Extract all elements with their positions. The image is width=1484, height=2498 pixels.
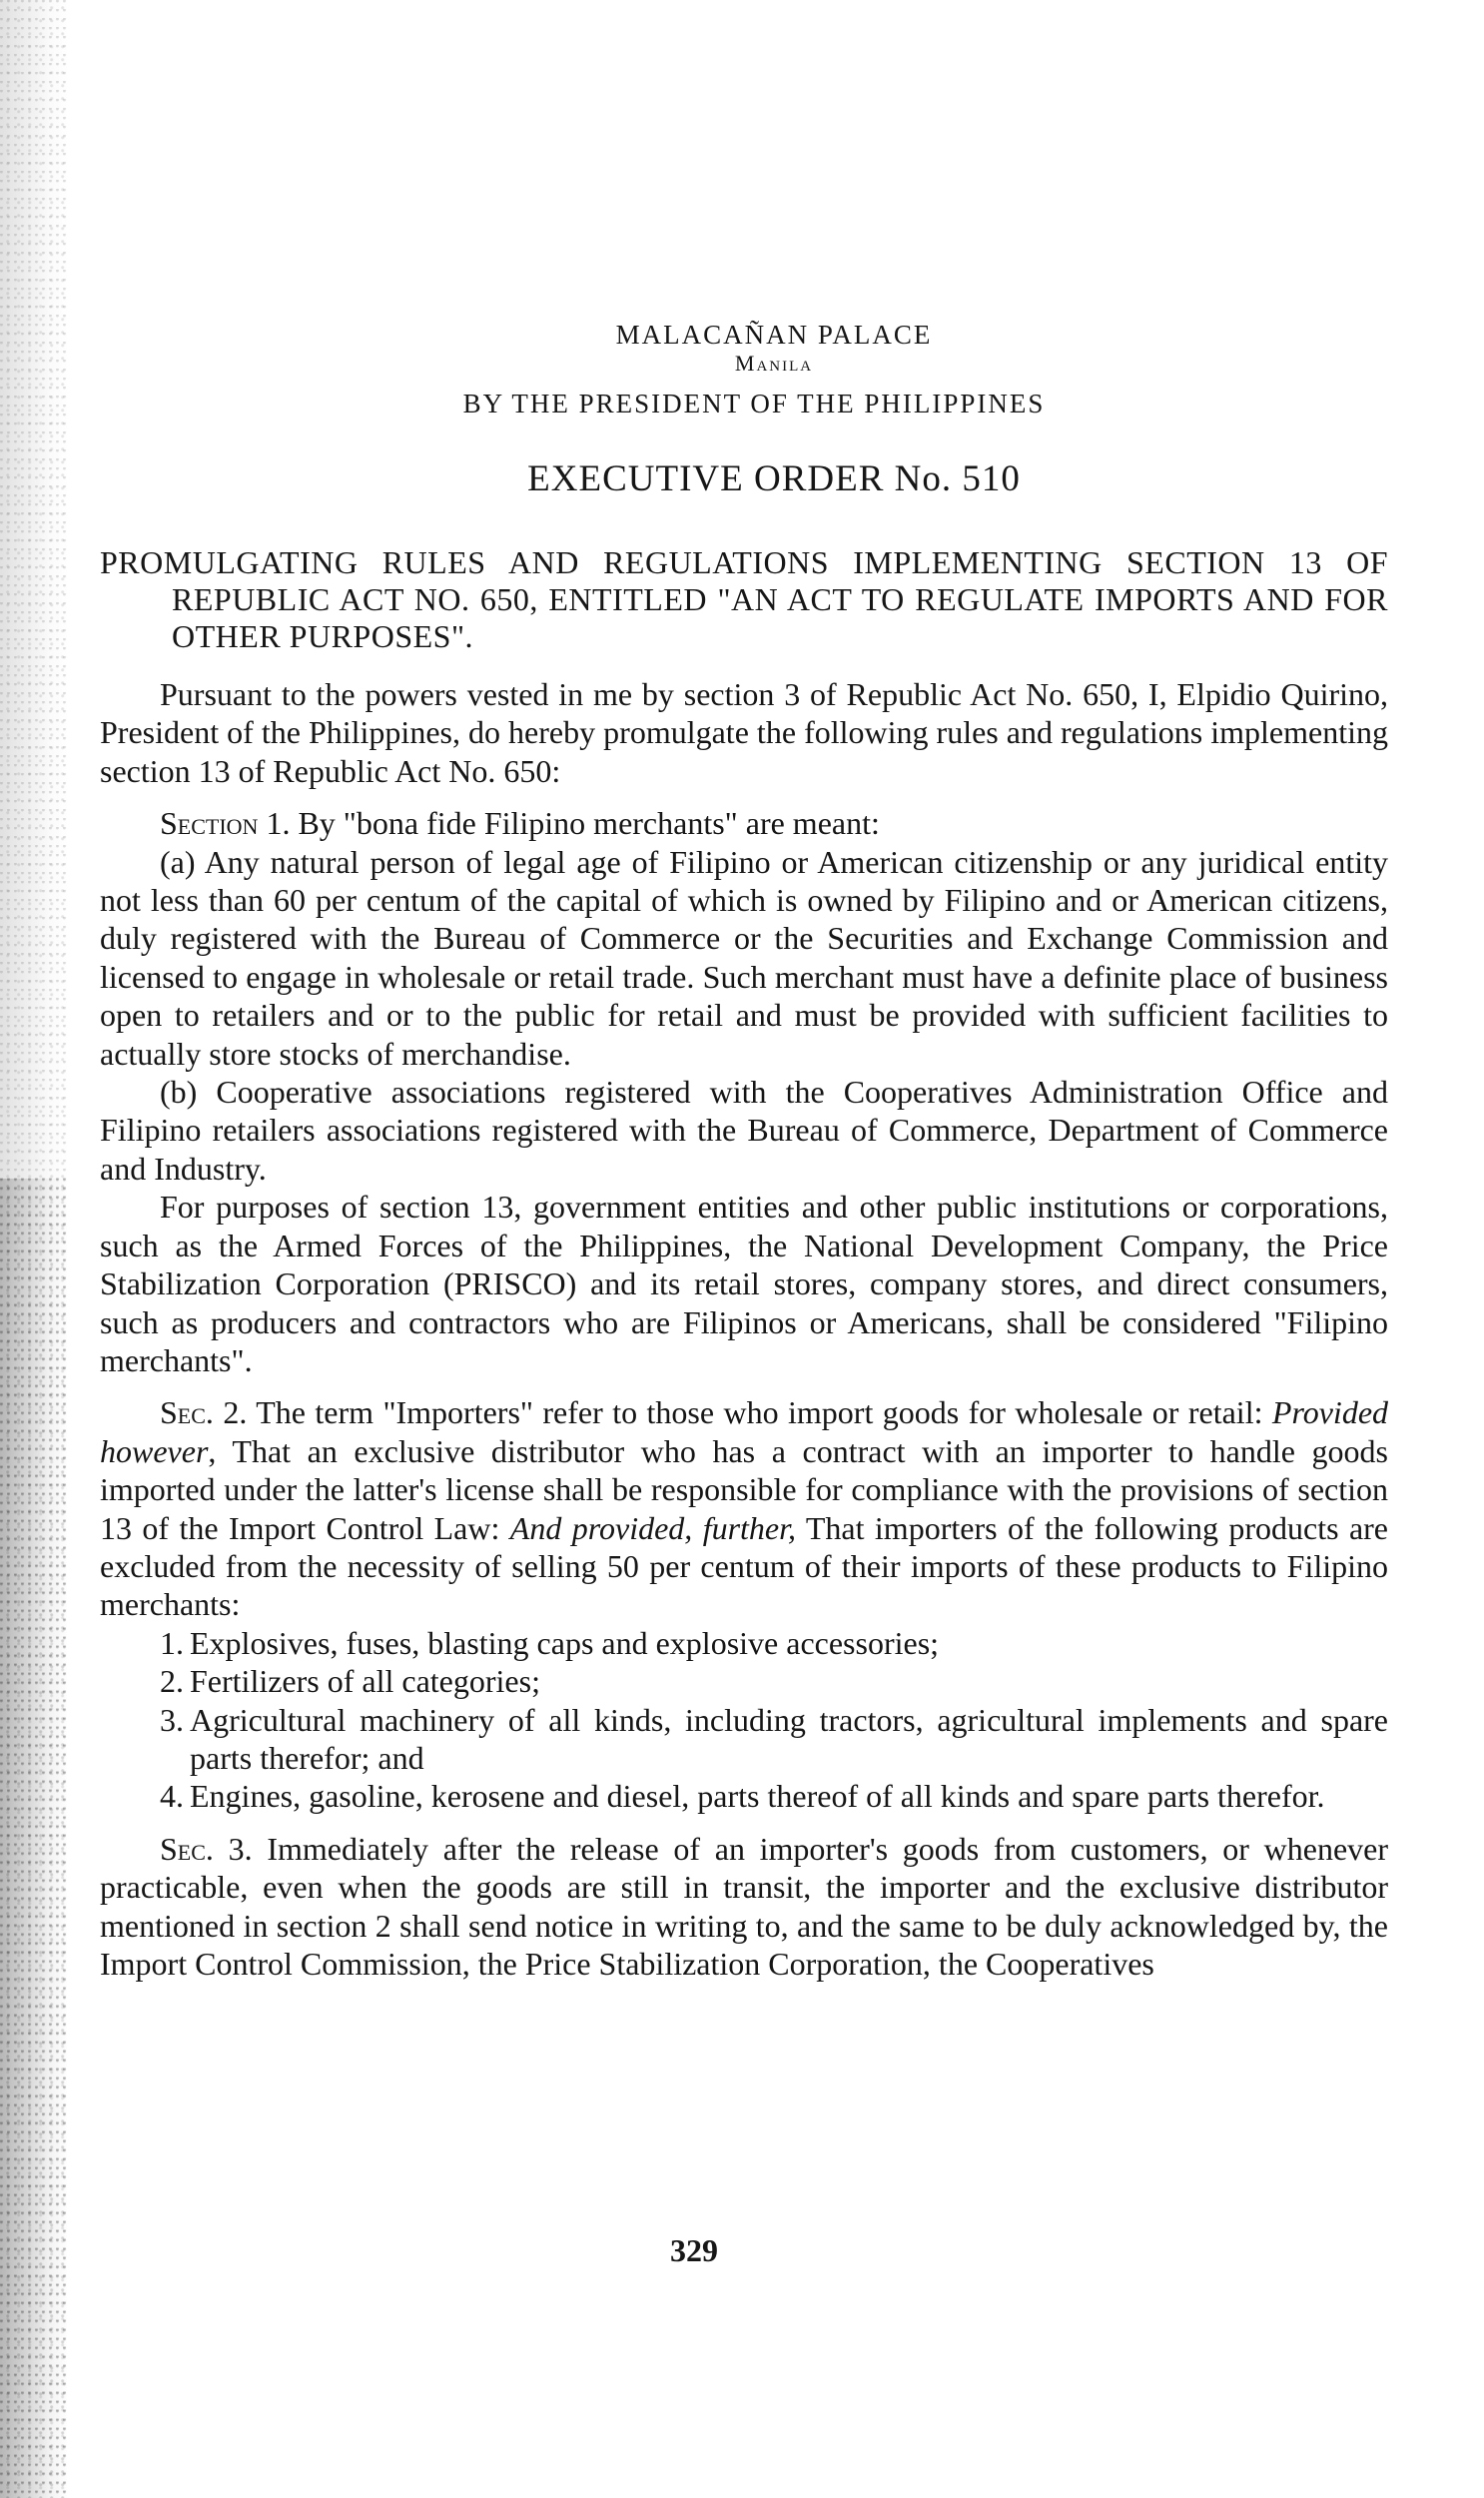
section-2-proviso-2: And provided, further, [509,1509,797,1546]
preamble: Pursuant to the powers vested in me by section 3 of Republic Act No. 650, I, Elpidio Quirino, President of the Philippines, do hereby promulgate the following rules and regulations implementing section 13 of Republic Act No. 650: [100,676,1388,789]
city-name: Manila [734,351,814,376]
list-item-text: Engines, gasoline, kerosene and diesel, parts thereof of all kinds and spare parts therefor. [190,1778,1325,1815]
list-item-text: Agricultural machinery of all kinds, including tractors, agricultural implements and spare parts therefor; and [190,1701,1388,1776]
list-item-number: 2. [160,1663,184,1700]
scan-edge-shading-lower [0,1179,70,2498]
section-3-label: Sec. 3. [160,1830,253,1867]
list-item-number: 1. [160,1624,184,1661]
section-3 [100,1830,1388,1984]
section-2-text-b: , That an exclusive distributor who has a contract with an importer to handle goods imported under the latter's license shall be responsible for compliance with the provisions of section 13 of the Import Control Law: [100,1432,1388,1546]
section-2-text-c: That importers of the following products are excluded from the necessity of selling 50 per centum of their imports of these products to Filipino merchants: [100,1509,1389,1623]
palace-name: MALACAÑAN PALACE [615,320,933,350]
section-2-label: Sec. 2. [160,1394,248,1431]
list-item-number: 3. [160,1701,184,1738]
section-1-label: Section 1. [160,805,291,842]
list-item-text: Explosives, fuses, blasting caps and explosive accessories; [190,1624,940,1661]
list-item-number: 4. [160,1778,184,1815]
section-3-text: Immediately after the release of an importer's goods from customers, or whenever practicable, even when the goods are still in transit, the importer and the exclusive distributor mentioned in section 2 shall send notice in writing to, and the same to be duly acknowledged by, the Import Control Commission, the Price Stabilization Corporation, the Cooperatives [100,1830,1388,1982]
section-2-text-a: The term "Importers" refer to those who import goods for wholesale or retail: [256,1394,1272,1431]
document-header [100,320,1388,500]
list-item [100,1662,1388,1700]
section-2-proviso-1: Provided however [100,1394,1389,1469]
list-item [100,1777,1388,1815]
section-2 [100,1393,1388,1623]
order-number: EXECUTIVE ORDER No. 510 [527,458,1021,499]
document-page [100,320,1388,1983]
issuer-line: BY THE PRESIDENT OF THE PHILIPPINES [462,389,1046,418]
section-1-purposes: For purposes of section 13, government entities and other public institutions or corporations, such as the Armed Forces of the Philippines, the National Development Company, the Price Stabilization Corporation (PRISCO) and its retail stores, company stores, and direct consumers, such as producers and contractors who are Filipinos or Americans, shall be considered "Filipino merchants". [100,1189,1388,1378]
list-item-text: Fertilizers of all categories; [190,1663,540,1700]
order-title: PROMULGATING RULES AND REGULATIONS IMPLEMENTING SECTION 13 OF REPUBLIC ACT NO. 650, ENTITLED "AN ACT TO REGULATE IMPORTS AND FOR OTHER PURPOSES". [100,544,1388,654]
section-1-b: (b) Cooperative associations registered with the Cooperatives Administration Office and Filipino retailers associations registered with the Bureau of Commerce, Department of Commerce and Industry. [100,1074,1388,1187]
excluded-products-list [100,1624,1388,1816]
list-item [100,1701,1388,1778]
order-body [100,675,1388,1983]
page-number: 329 [670,2232,718,2268]
section-1-a: (a) Any natural person of legal age of Filipino or American citizenship or any juridical entity not less than 60 per centum of the capital of which is owned by Filipino and or American citizens, duly registered with the Bureau of Commerce or the Securities and Exchange Commission and licensed to engage in wholesale or retail trade. Such merchant must have a definite place of business open to retailers and or to the public for retail and must be provided with sufficient facilities to actually store stocks of merchandise. [100,843,1388,1072]
section-1-text: By "bona fide Filipino merchants" are meant: [298,805,880,842]
list-item [100,1624,1388,1662]
section-1 [100,804,1388,842]
